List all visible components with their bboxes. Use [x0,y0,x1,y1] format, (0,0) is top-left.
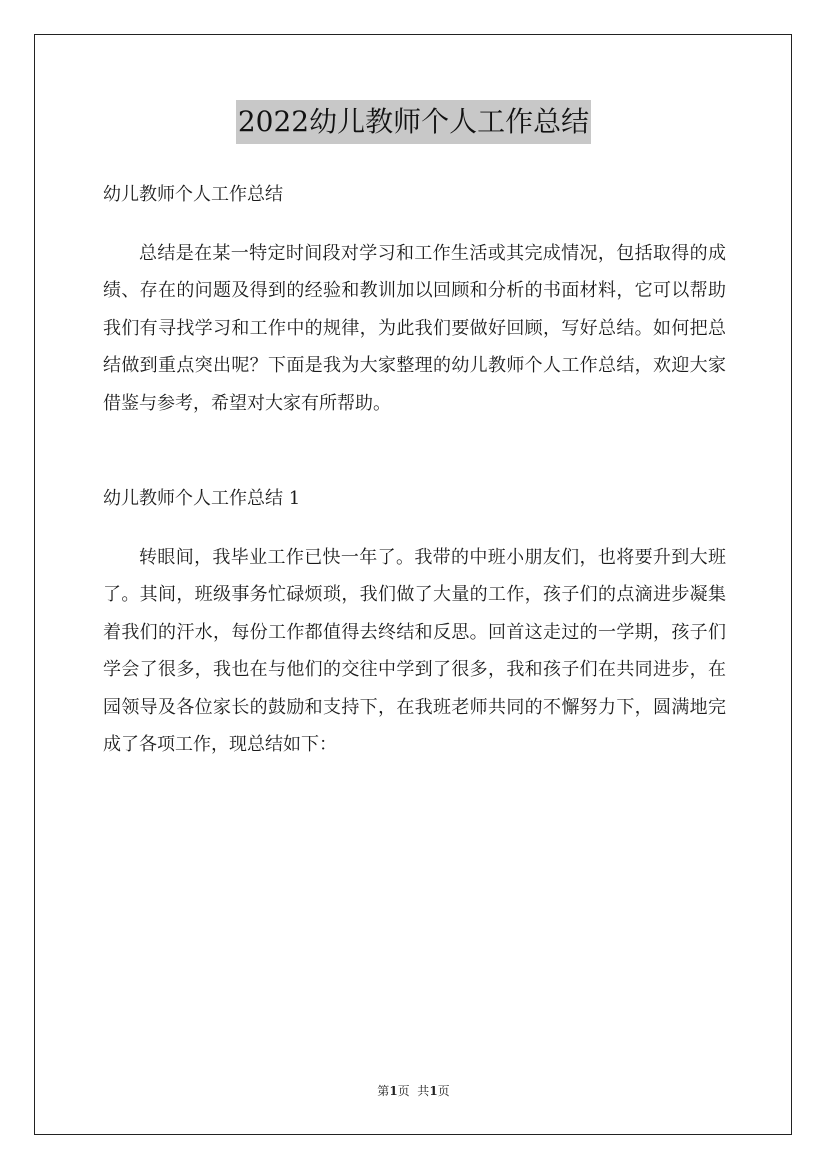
footer-page-total: 1 [429,1084,438,1098]
title-container [0,100,827,144]
footer-mid: 页 共 [397,1084,430,1098]
paragraph-intro: 总结是在某一特定时间段对学习和工作生活或其完成情况，包括取得的成绩、存在的问题及得到的经验和教训加以回顾和分析的书面材料，它可以帮助我们有寻找学习和工作中的规律，为此我们要做好回顾，写好总结。如何把总结做到重点突出呢？下面是我为大家整理的幼儿教师个人工作总结，欢迎大家借鉴与参考，希望对大家有所帮助。 [103,242,726,414]
footer-prefix: 第 [377,1084,390,1098]
spacer [103,518,726,539]
document-body [103,176,726,764]
spacer [103,214,726,235]
document-title: 2022幼儿教师个人工作总结 [236,100,591,144]
section-heading-1: 幼儿教师个人工作总结 1 [103,488,301,509]
section-heading-intro: 幼儿教师个人工作总结 [103,184,283,205]
footer-page-current: 1 [389,1084,398,1098]
paragraph-1: 转眼间，我毕业工作已快一年了。我带的中班小朋友们，也将要升到大班了。其间，班级事务忙碌烦琐，我们做了大量的工作，孩子们的点滴进步凝集着我们的汗水，每份工作都值得去终结和反思。回首这走过的一学期，孩子们学会了很多，我也在与他们的交往中学到了很多，我和孩子们在共同进步，在园领导及各位家长的鼓励和支持下，在我班老师共同的不懈努力下，圆满地完成了各项工作，现总结如下： [103,546,726,755]
spacer [103,422,726,480]
page-footer [0,1082,827,1099]
footer-suffix: 页 [437,1084,450,1098]
